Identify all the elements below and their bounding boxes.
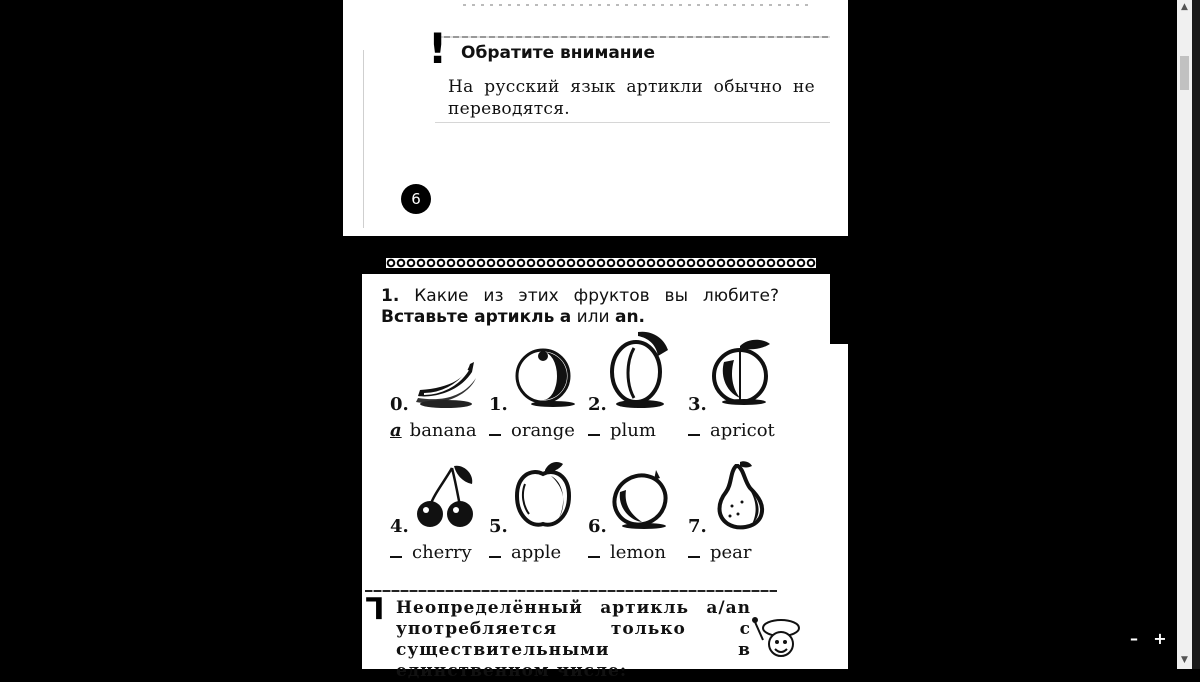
fruit-number: 4. xyxy=(390,516,409,537)
lemon-icon xyxy=(610,466,674,530)
fruit-answer-blank xyxy=(588,556,600,558)
exercise-instruction: 1. Какие из этих фруктов вы любите? Вставьте артикль a или an. xyxy=(381,286,779,327)
page-separator xyxy=(343,236,849,244)
fruit-item-pear xyxy=(688,456,788,566)
window-edge xyxy=(1192,0,1200,669)
scroll-down-icon[interactable]: ▼ xyxy=(1181,655,1188,665)
mascot-icon xyxy=(751,614,803,670)
book-page-bottom xyxy=(343,244,848,681)
orange-icon xyxy=(513,348,577,408)
fruit-number: 1. xyxy=(489,394,508,415)
scan-shadow-left xyxy=(343,244,362,669)
fruit-item-banana xyxy=(390,324,490,444)
fruit-answer-blank xyxy=(688,434,700,436)
scroll-up-icon[interactable]: ▲ xyxy=(1181,2,1188,12)
page-number: 6 xyxy=(401,184,431,214)
rule-box xyxy=(365,590,777,681)
scan-shadow-right xyxy=(830,244,848,344)
fruit-word: cherry xyxy=(412,542,472,563)
zoom-in-button[interactable]: + xyxy=(1153,629,1167,648)
fruit-item-orange xyxy=(489,324,589,444)
fruit-word: lemon xyxy=(610,542,666,563)
fruit-word: plum xyxy=(610,420,656,441)
rule-text: Неопределённый артикль a/an употребляется только с существительными в единственном числе: xyxy=(396,598,751,681)
fruit-answer-blank xyxy=(688,556,700,558)
fruit-item-lemon xyxy=(588,456,688,566)
apricot-icon xyxy=(710,336,774,406)
cherry-icon xyxy=(414,462,478,530)
book-page-top xyxy=(343,0,848,236)
fruit-word: orange xyxy=(511,420,575,441)
fruit-number: 7. xyxy=(688,516,707,537)
note-text: На русский язык артикли обычно не переводятся. xyxy=(448,77,815,119)
plum-icon xyxy=(608,328,676,410)
vertical-scrollbar[interactable] xyxy=(1177,0,1192,669)
pear-icon xyxy=(710,458,770,534)
ornament-border xyxy=(362,244,830,274)
fruit-item-cherry xyxy=(390,456,490,566)
fruit-number: 5. xyxy=(489,516,508,537)
exercise-number: 1. xyxy=(381,286,400,306)
rule-marker-icon: ⅂ xyxy=(366,592,383,627)
fruit-answer-blank xyxy=(588,434,600,436)
banana-icon xyxy=(414,352,478,408)
fruit-answer-blank xyxy=(489,434,501,436)
fruit-word: apricot xyxy=(710,420,775,441)
fruit-word: banana xyxy=(409,420,477,441)
fruit-number: 2. xyxy=(588,394,607,415)
scroll-thumb[interactable] xyxy=(1180,56,1189,90)
zoom-out-button[interactable]: – xyxy=(1130,629,1138,648)
note-title: Обратите внимание xyxy=(461,43,655,63)
fruit-answer-blank xyxy=(390,556,402,558)
fruit-number: 0. xyxy=(390,394,409,415)
fruit-word: pear xyxy=(710,542,752,563)
page-margin-line xyxy=(363,50,364,228)
fruit-item-plum xyxy=(588,324,688,444)
fruit-word: apple xyxy=(511,542,562,563)
fruit-answer-blank xyxy=(489,556,501,558)
page-edge-dots xyxy=(463,4,813,6)
fruit-number: 6. xyxy=(588,516,607,537)
fruit-number: 3. xyxy=(688,394,707,415)
fruit-item-apricot xyxy=(688,324,788,444)
apple-icon xyxy=(511,460,575,532)
fruit-item-apple xyxy=(489,456,589,566)
exclamation-icon: ! xyxy=(428,24,448,73)
fruit-answer: a xyxy=(390,420,402,441)
